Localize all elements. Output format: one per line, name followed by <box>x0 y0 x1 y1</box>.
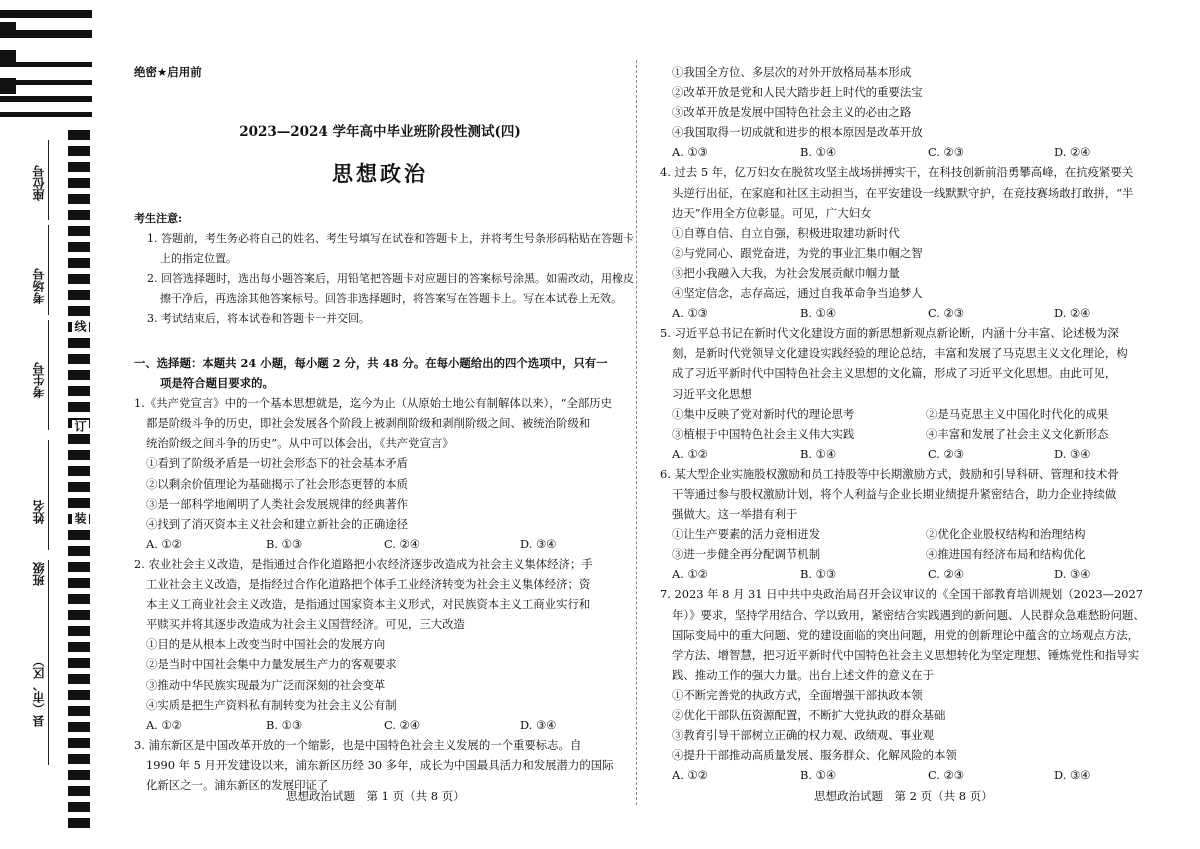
q6-options <box>660 524 1180 544</box>
q1-line: 1.《共产党宣言》中的一个基本思想就是，迄今为止（从原始土地公有制解体以来），“全部历史 <box>134 396 613 411</box>
exam-no-label: 考生号 <box>32 362 46 398</box>
bind-char-line: 线 <box>73 320 87 332</box>
answer-choice: C. ②④ <box>928 567 964 582</box>
notice-heading: 考生注意: <box>134 212 183 225</box>
binding-bar <box>0 10 92 18</box>
exam-title: 2023—2024 学年高中毕业班阶段性测试(四) <box>239 124 521 140</box>
secret-label: 绝密★启用前 <box>134 65 202 79</box>
answer-choice: A. ①② <box>672 768 708 783</box>
q5-line: 习近平文化思想 <box>672 386 752 401</box>
q5-option: ④丰富和发展了社会主义文化新形态 <box>926 426 1109 441</box>
section-heading: 一、选择题：本题共 24 小题，每小题 2 分，共 48 分。在每小题给出的四个选项中，只有一项是符合题目要求的。 <box>134 356 608 391</box>
county-label: 县（市、区） <box>32 655 46 727</box>
answer-choice: A. ①② <box>146 536 182 551</box>
alignment-marks <box>0 22 22 106</box>
q4-line: 4. 过去 5 年，亿万妇女在脱贫攻坚主战场拼搏实干，在科技创新前沿勇攀高峰，在抗疫紧要关 <box>660 165 1134 180</box>
q7-option: ②优化干部队伍资源配置，不断扩大党执政的群众基础 <box>672 708 946 722</box>
seat-line <box>48 140 49 220</box>
q7-option: ④提升干部推动高质量发展、服务群众、化解风险的本领 <box>672 748 957 763</box>
q5-line: 刻，是新时代党领导文化建设实践经验的理论总结，丰富和发展了马克思主义文化理论，构 <box>672 346 1128 361</box>
q3-line: 化新区之一。浦东新区的发展印证了 <box>146 777 329 792</box>
answer-choice: B. ①③ <box>800 567 837 582</box>
name-label: 姓名 <box>32 500 46 524</box>
q7-line: 国际变局中的重大问题、党的建设面临的突出问题，用党的创新理论中蕴含的立场观点方法， <box>672 627 1140 642</box>
q6-answers <box>660 564 1180 584</box>
seat-label: 座位号 <box>32 165 46 201</box>
room-label: 考场号 <box>32 268 46 304</box>
q1-line: 统治阶级之间斗争的历史”。从中可以体会出，《共产党宣言》 <box>146 436 454 451</box>
answer-choice: D. ③④ <box>1054 567 1091 582</box>
q2-line: 平赎买并将其逐步改造成为社会主义国营经济。可见，三大改造 <box>146 617 465 632</box>
q3-line: 1990 年 5 月开发建设以来，浦东新区历经 30 多年，成长为中国最具活力和发展潜力的国际 <box>146 757 614 772</box>
q5-option: ①集中反映了党对新时代的理论思考 <box>672 406 855 421</box>
q7-answers <box>660 765 1180 785</box>
answer-choice: C. ②③ <box>928 768 964 783</box>
class-label: 班级 <box>32 562 46 586</box>
answer-choice: A. ①② <box>672 446 708 461</box>
q5-options <box>660 404 1180 424</box>
answer-choice: D. ③④ <box>1054 446 1091 461</box>
notice-block <box>134 209 640 329</box>
q7-option: ③教育引导干部树立正确的权力观、政绩观、事业观 <box>672 728 934 743</box>
bind-char-ding: 订 <box>73 420 87 432</box>
answer-choice: D. ③④ <box>520 717 557 732</box>
page-footer-left: 思想政治试题 第 1 页（共 8 页） <box>286 789 465 803</box>
q3-option: ②改革开放是党和人民大踏步赶上时代的重要法宝 <box>672 85 923 100</box>
q2-option: ④实质是把生产资料私有制转变为社会主义公有制 <box>146 697 397 712</box>
answer-choice: B. ①④ <box>800 145 837 160</box>
page-footer-right: 思想政治试题 第 2 页（共 8 页） <box>814 789 993 803</box>
answer-choice: A. ①② <box>146 717 182 732</box>
answer-choice: D. ②④ <box>1054 145 1091 160</box>
q2-line: 2. 农业社会主义改造，是指通过合作化道路把小农经济逐步改造成为社会主义集体经济；手 <box>134 556 593 571</box>
q4-option: ②与党同心、跟党奋进，为党的事业汇集巾帼之智 <box>672 245 923 260</box>
answer-choice: A. ①③ <box>672 306 708 321</box>
q4-answers <box>660 303 1180 323</box>
notice-item: 1. 答题前，考生务必将自己的姓名、考生号填写在试卷和答题卡上，并将考生号条形码粘贴在答题卡上的指定位置。 <box>147 232 634 265</box>
answer-choice: B. ①④ <box>800 306 837 321</box>
bind-char-zhuang: 装 <box>73 512 87 524</box>
answer-choice: C. ②③ <box>928 145 964 160</box>
answer-choice: B. ①③ <box>266 536 303 551</box>
q1-option: ④找到了消灭资本主义社会和建立新社会的正确途径 <box>146 516 408 531</box>
binding-bar <box>0 112 92 117</box>
q3-line: 3. 浦东新区是中国改革开放的一个缩影，也是中国特色社会主义发展的一个重要标志。自 <box>134 737 582 752</box>
q6-line: 干等通过参与股权激励计划，将个人利益与企业长期业绩提升紧密结合，助力企业持续做 <box>672 486 1117 501</box>
answer-choice: D. ③④ <box>520 536 557 551</box>
q5-line: 5. 习近平总书记在新时代文化建设方面的新思想新观点新论断，内涵十分丰富、论述极为深 <box>660 326 1119 341</box>
notice-item: 2. 回答选择题时，选出每小题答案后，用铅笔把答题卡对应题目的答案标号涂黑。如需改动，用橡皮擦干净后，再选涂其他答案标号。回答非选择题时，将答案写在答题卡上。写在本试卷上无效。 <box>147 272 634 305</box>
q1-line: 都是阶级斗争的历史，即社会发展各个阶段上被剥削阶级和剥削阶级之间、被统治阶级和 <box>146 416 591 431</box>
q1-option: ①看到了阶级矛盾是一切社会形态下的社会基本矛盾 <box>146 456 408 471</box>
q6-line: 6. 某大型企业实施股权激励和员工持股等中长期激励方式，鼓励和引导科研、管理和技术骨 <box>660 466 1119 481</box>
exam-no-line <box>48 320 49 430</box>
q3-option: ④我国取得一切成就和进步的根本原因是改革开放 <box>672 125 923 140</box>
subject-title: 思想政治 <box>332 161 428 186</box>
q1-option: ③是一部科学地阐明了人类社会发展规律的经典著作 <box>146 496 408 511</box>
answer-choice: A. ①② <box>672 567 708 582</box>
q2-line: 本主义工商业社会主义改造，是指通过国家资本主义形式，对民族资本主义工商业实行和 <box>146 597 591 612</box>
q2-line: 工业社会主义改造，是指经过合作化道路把个体手工业经济转变为社会主义集体经济；资 <box>146 577 591 592</box>
notice-item: 3. 考试结束后，将本试卷和答题卡一并交回。 <box>147 312 370 325</box>
q6-option: ②优化企业股权结构和治理结构 <box>926 527 1086 542</box>
answer-choice: C. ②④ <box>384 717 420 732</box>
q4-option: ③把小我融入大我，为社会发展贡献巾帼力量 <box>672 265 900 280</box>
q5-option: ③植根于中国特色社会主义伟大实践 <box>672 426 855 441</box>
q4-line: 边天”作用全方位彰显。可见，广大妇女 <box>672 205 872 220</box>
answer-choice: B. ①④ <box>800 446 837 461</box>
q3-option: ③改革开放是发展中国特色社会主义的必由之路 <box>672 105 912 120</box>
answer-choice: C. ②③ <box>928 306 964 321</box>
q6-option: ①让生产要素的活力竞相迸发 <box>672 527 821 542</box>
q3-answers <box>660 142 1180 162</box>
answer-choice: B. ①③ <box>266 717 303 732</box>
q7-line: 践、推动工作的强大力量。出台上述文件的意义在于 <box>672 667 934 682</box>
q6-options <box>660 544 1180 564</box>
q2-option: ③推动中华民族实现最为广泛而深刻的社会变革 <box>146 677 386 692</box>
q1-option: ②以剩余价值理论为基础揭示了社会形态更替的本质 <box>146 476 408 491</box>
county-line <box>48 645 49 765</box>
q5-options <box>660 424 1180 444</box>
q5-option: ②是马克思主义中国化时代化的成果 <box>926 406 1109 421</box>
q6-option: ④推进国有经济布局和结构优化 <box>926 547 1086 562</box>
q2-option: ②是当时中国社会集中力量发展生产力的客观要求 <box>146 657 397 672</box>
q6-option: ③进一步健全再分配调节机制 <box>672 547 821 562</box>
q4-option: ④坚定信念，志存高远，通过自我革命争当追梦人 <box>672 286 923 301</box>
answer-choice: C. ②④ <box>384 536 420 551</box>
q1-answers <box>134 534 614 554</box>
binding-stripes <box>68 130 90 830</box>
q7-line: 年）》要求，坚持学用结合、学以致用，紧密结合实践遇到的新问题、人民群众急难愁盼问题、 <box>672 607 1145 622</box>
right-column <box>660 62 1180 785</box>
q4-option: ①自尊自信、自立自强，积极进取建功新时代 <box>672 225 900 240</box>
answer-choice: D. ②④ <box>1054 306 1091 321</box>
room-line <box>48 225 49 315</box>
left-column <box>134 353 614 795</box>
name-line <box>48 440 49 550</box>
q5-answers <box>660 444 1180 464</box>
q2-answers <box>134 715 614 735</box>
q7-line: 学方法、增智慧，把习近平新时代中国特色社会主义思想转化为坚定理想、锤炼党性和指导实 <box>672 647 1140 662</box>
answer-choice: C. ②③ <box>928 446 964 461</box>
q7-option: ①不断完善党的执政方式，全面增强干部执政本领 <box>672 687 923 702</box>
q3-option: ①我国全方位、多层次的对外开放格局基本形成 <box>672 65 912 79</box>
column-divider <box>636 60 638 805</box>
answer-choice: D. ③④ <box>1054 768 1091 783</box>
q6-line: 强做大。这一举措有利于 <box>672 507 798 522</box>
q4-line: 头逆行出征，在家庭和社区主动担当，在平安建设一线默默守护，在竞技赛场敢打敢拼，“半 <box>672 185 1134 200</box>
answer-choice: B. ①④ <box>800 768 837 783</box>
answer-choice: A. ①③ <box>672 145 708 160</box>
q7-line: 7. 2023 年 8 月 31 日中共中央政治局召开会议审议的《全国干部教育培训规划（2023—2027 <box>660 587 1144 602</box>
q2-option: ①目的是从根本上改变当时中国社会的发展方向 <box>146 637 386 652</box>
q5-line: 成了习近平新时代中国特色社会主义思想的文化篇，形成了习近平文化思想。由此可见， <box>672 366 1117 381</box>
